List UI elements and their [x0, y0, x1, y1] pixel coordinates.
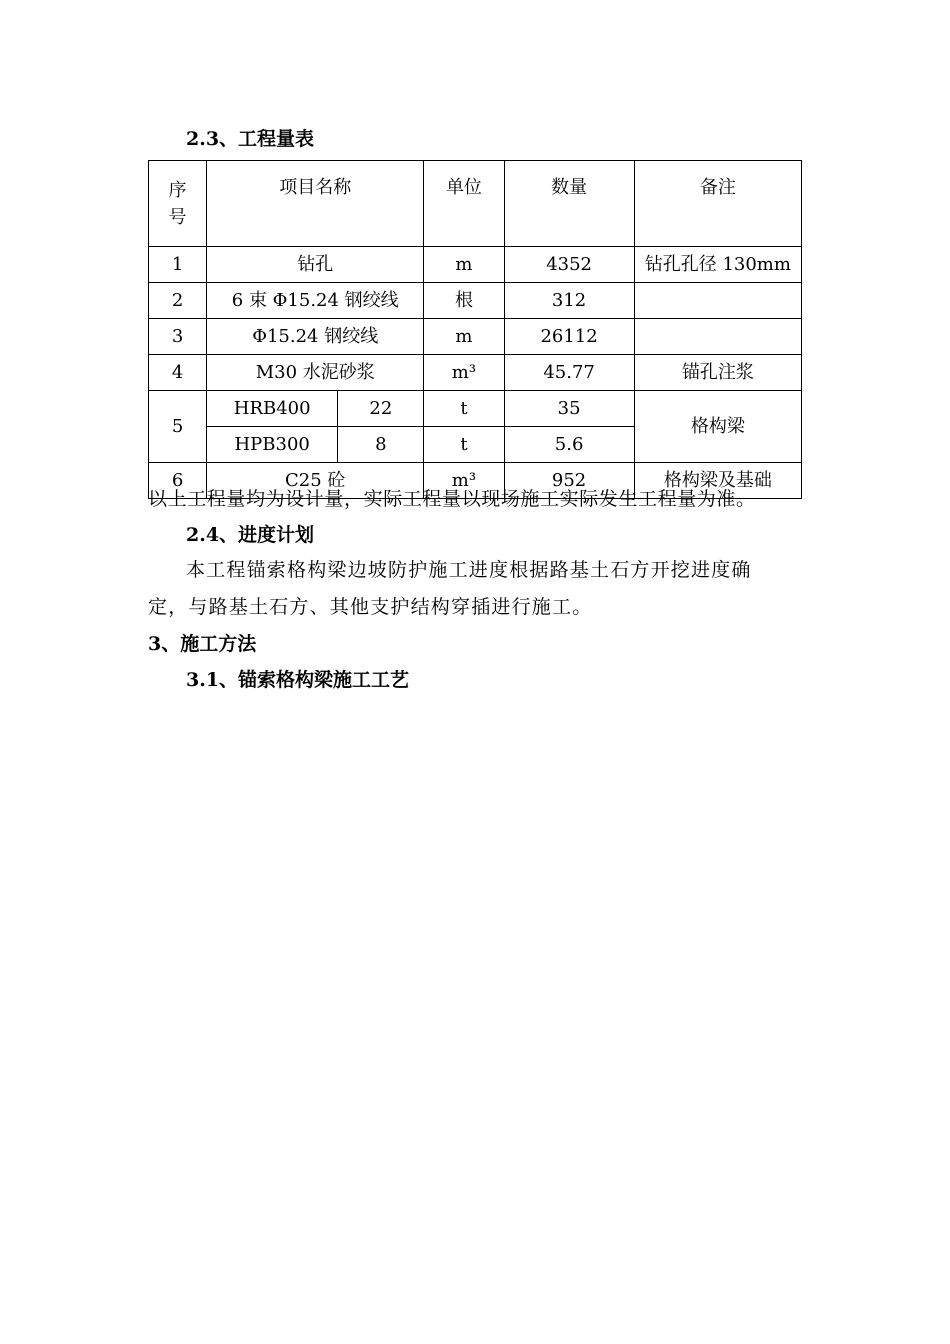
cell-name: HRB400: [207, 391, 338, 427]
cell-no: 2: [149, 283, 207, 319]
header-no: 序号: [149, 161, 207, 247]
table-row: [149, 319, 802, 355]
cell-qty: 5.6: [504, 427, 634, 463]
cell-note: 格构梁及基础: [634, 463, 801, 499]
cell-note: 钻孔孔径 130mm: [634, 247, 801, 283]
table-row: [149, 247, 802, 283]
table-row: [149, 355, 802, 391]
cell-name: C25 砼: [207, 463, 424, 499]
schedule-paragraph-line2: 定，与路基土石方、其他支护结构穿插进行施工。: [148, 596, 593, 618]
cell-no: 5: [149, 391, 207, 463]
cell-unit: m: [424, 319, 504, 355]
table-header-row: [149, 161, 802, 247]
table-footnote: 以上工程量均为设计量，实际工程量以现场施工实际发生工程量为准。: [148, 488, 756, 510]
header-qty: 数量: [504, 161, 634, 247]
cell-name: M30 水泥砂浆: [207, 355, 424, 391]
cell-no: 3: [149, 319, 207, 355]
cell-unit: m³: [424, 355, 504, 391]
cell-unit: 根: [424, 283, 504, 319]
cell-qty: 26112: [504, 319, 634, 355]
cell-spec: 8: [338, 427, 424, 463]
cell-note: [634, 319, 801, 355]
cell-no: 6: [149, 463, 207, 499]
section-3-1-heading: 3.1、锚索格构梁施工工艺: [186, 669, 410, 691]
cell-note: [634, 283, 801, 319]
cell-spec: 22: [338, 391, 424, 427]
table-row: [149, 391, 802, 427]
cell-no: 1: [149, 247, 207, 283]
cell-unit: m: [424, 247, 504, 283]
quantity-table: [148, 160, 802, 499]
cell-qty: 35: [504, 391, 634, 427]
cell-qty: 952: [504, 463, 634, 499]
header-name: 项目名称: [207, 161, 424, 247]
cell-qty: 312: [504, 283, 634, 319]
header-note: 备注: [634, 161, 801, 247]
cell-qty: 4352: [504, 247, 634, 283]
cell-note: 锚孔注浆: [634, 355, 801, 391]
header-unit: 单位: [424, 161, 504, 247]
section-2-3-heading: 2.3、工程量表: [186, 128, 315, 150]
cell-name: 钻孔: [207, 247, 424, 283]
cell-unit: t: [424, 427, 504, 463]
cell-note: 格构梁: [634, 391, 801, 463]
section-3-heading: 3、施工方法: [148, 633, 257, 655]
cell-name: Φ15.24 钢绞线: [207, 319, 424, 355]
cell-unit: t: [424, 391, 504, 427]
cell-no: 4: [149, 355, 207, 391]
schedule-paragraph-line1: 本工程锚索格构梁边坡防护施工进度根据路基土石方开挖进度确: [186, 559, 752, 581]
cell-unit: m³: [424, 463, 504, 499]
section-2-4-heading: 2.4、进度计划: [186, 524, 315, 546]
cell-name: HPB300: [207, 427, 338, 463]
cell-name: 6 束 Φ15.24 钢绞线: [207, 283, 424, 319]
cell-qty: 45.77: [504, 355, 634, 391]
table-row: [149, 283, 802, 319]
